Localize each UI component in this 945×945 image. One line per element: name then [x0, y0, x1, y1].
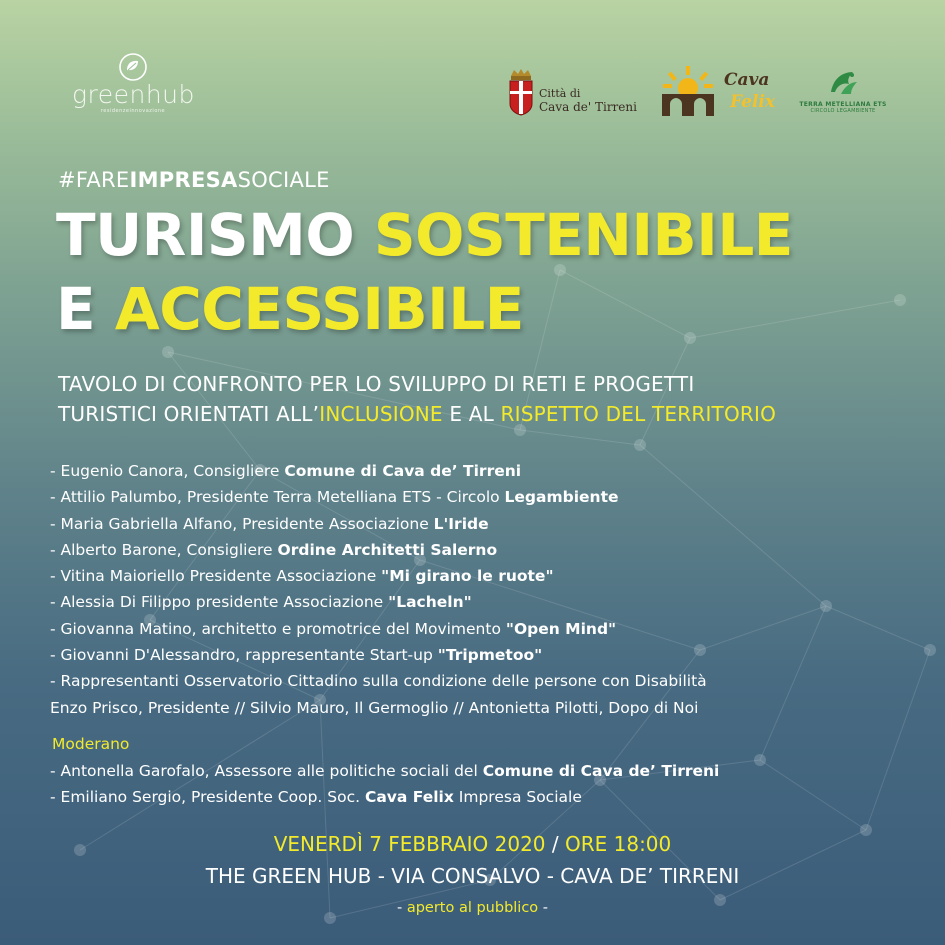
speaker-organization: Comune di Cava de’ Tirreni: [284, 462, 522, 480]
speaker-name: - Alberto Barone, Consigliere: [50, 540, 278, 559]
speaker-organization: "Open Mind": [505, 619, 617, 638]
speaker-item: [50, 642, 910, 668]
network-node: [162, 346, 174, 358]
open-dash-left: -: [396, 900, 407, 916]
event-time: ORE 18:00: [564, 832, 672, 856]
cava-de-tirreni-logo: [506, 66, 636, 118]
moderator-organization: Cava Felix: [364, 788, 454, 807]
speaker-name: - Attilio Palumbo, Presidente Terra Metelliana ETS - Circolo: [50, 488, 505, 507]
hashtag-part3: SOCIALE: [237, 168, 330, 192]
sun-bridge-icon: [660, 64, 716, 118]
speaker-name: - Rappresentanti Osservatorio Cittadino sulla condizione delle persone con Disabilità: [50, 672, 707, 691]
title-accessibile: ACCESSIBILE: [114, 275, 524, 343]
subtitle-line2: [58, 402, 776, 426]
network-node: [684, 332, 696, 344]
hashtag: [58, 168, 330, 192]
moderator-name: - Emiliano Sergio, Presidente Coop. Soc.: [50, 788, 365, 807]
event-open-note: [0, 900, 945, 916]
subtitle-rispetto-territorio: RISPETTO DEL TERRITORIO: [500, 402, 777, 426]
terra-logo-line1: TERRA METELLIANA ETS: [799, 101, 887, 108]
speaker-item: [50, 537, 910, 563]
network-link: [560, 270, 690, 338]
felix-logo-line2: Felix: [730, 92, 776, 112]
speaker-name: - Eugenio Canora, Consigliere: [50, 462, 285, 480]
title-sostenibile: SOSTENIBILE: [373, 201, 793, 269]
speaker-item: [50, 563, 910, 589]
terra-metelliana-logo: [798, 66, 888, 124]
moderators-label: Moderano: [52, 735, 130, 753]
subtitle-line1: TAVOLO DI CONFRONTO PER LO SVILUPPO DI RETI E PROGETTI: [58, 372, 695, 396]
network-node: [924, 644, 936, 656]
speaker-name: - Vitina Maioriello Presidente Associazione: [50, 567, 382, 586]
speaker-name: - Maria Gabriella Alfano, Presidente Associazione: [50, 514, 434, 533]
speaker-item: [50, 616, 910, 642]
speaker-organization: "Tripmetoo": [437, 646, 543, 665]
terra-logo-line2: CIRCOLO LEGAMBIENTE: [810, 108, 876, 114]
speaker-item: [50, 484, 910, 510]
speaker-organization: Ordine Architetti Salerno: [277, 540, 498, 559]
bird-laurel-icon: [823, 66, 863, 100]
title-turismo: TURISMO: [56, 201, 374, 269]
greenhub-tagline: residenzeinnovazione: [100, 108, 166, 114]
title-line2: [56, 277, 524, 341]
speaker-item: [50, 668, 910, 694]
speaker-item: [50, 511, 910, 537]
speaker-item: [50, 589, 910, 615]
event-date: VENERDÌ 7 FEBBRAIO 2020: [273, 832, 546, 856]
subtitle-inclusione: INCLUSIONE: [319, 402, 443, 426]
open-to-public: aperto al pubblico: [406, 900, 539, 916]
hashtag-part2: IMPRESA: [129, 168, 238, 192]
speaker-name: - Alessia Di Filippo presidente Associazione: [50, 593, 389, 612]
speaker-name: - Giovanni D'Alessandro, rappresentante Start-up: [50, 646, 438, 665]
speaker-name: Enzo Prisco, Presidente // Silvio Mauro, Il Germoglio // Antonietta Pilotti, Dopo di Noi: [50, 698, 699, 717]
moderator-organization: Comune di Cava de’ Tirreni: [482, 762, 720, 780]
leaf-icon: [118, 52, 148, 82]
network-node: [634, 439, 646, 451]
network-link: [760, 760, 866, 830]
cava-logo-line2: Cava de' Tirreni: [539, 100, 637, 114]
felix-logo-line1: Cava: [724, 70, 770, 90]
subtitle-line2-c: E AL: [442, 402, 501, 426]
speaker-organization: "Mi girano le ruote": [381, 567, 554, 586]
moderator-item: [50, 784, 719, 810]
speakers-list: [50, 458, 910, 721]
subtitle-line2-a: TURISTICI ORIENTATI ALL’: [58, 402, 320, 426]
title-e: E: [56, 275, 115, 343]
open-dash-right: -: [538, 900, 549, 916]
event-separator: /: [545, 832, 565, 856]
speaker-organization: Legambiente: [504, 488, 619, 507]
moderator-item: [50, 758, 719, 784]
speaker-organization: "Lacheln": [388, 593, 472, 612]
speaker-item: [50, 458, 910, 484]
speaker-item: [50, 695, 910, 721]
greenhub-wordmark: greenhub: [72, 80, 195, 109]
event-datetime: [0, 832, 945, 856]
network-link: [690, 300, 900, 338]
moderator-name: - Antonella Garofalo, Assessore alle politiche sociali del: [50, 762, 483, 780]
network-node: [894, 294, 906, 306]
cava-logo-line1: Città di: [539, 87, 581, 100]
speaker-organization: L'Iride: [433, 514, 489, 533]
moderators-list: [50, 758, 719, 811]
hashtag-part1: #FARE: [58, 168, 130, 192]
network-node: [754, 754, 766, 766]
moderator-suffix: Impresa Sociale: [453, 788, 582, 807]
event-venue: THE GREEN HUB - VIA CONSALVO - CAVA DE’ TIRRENI: [205, 864, 740, 888]
cava-felix-logo: [660, 64, 776, 120]
title-line1: [56, 203, 793, 267]
greenhub-logo: [72, 52, 194, 122]
speaker-name: - Giovanna Matino, architetto e promotrice del Movimento: [50, 619, 506, 638]
crest-icon: [506, 66, 536, 116]
network-link: [520, 430, 640, 445]
